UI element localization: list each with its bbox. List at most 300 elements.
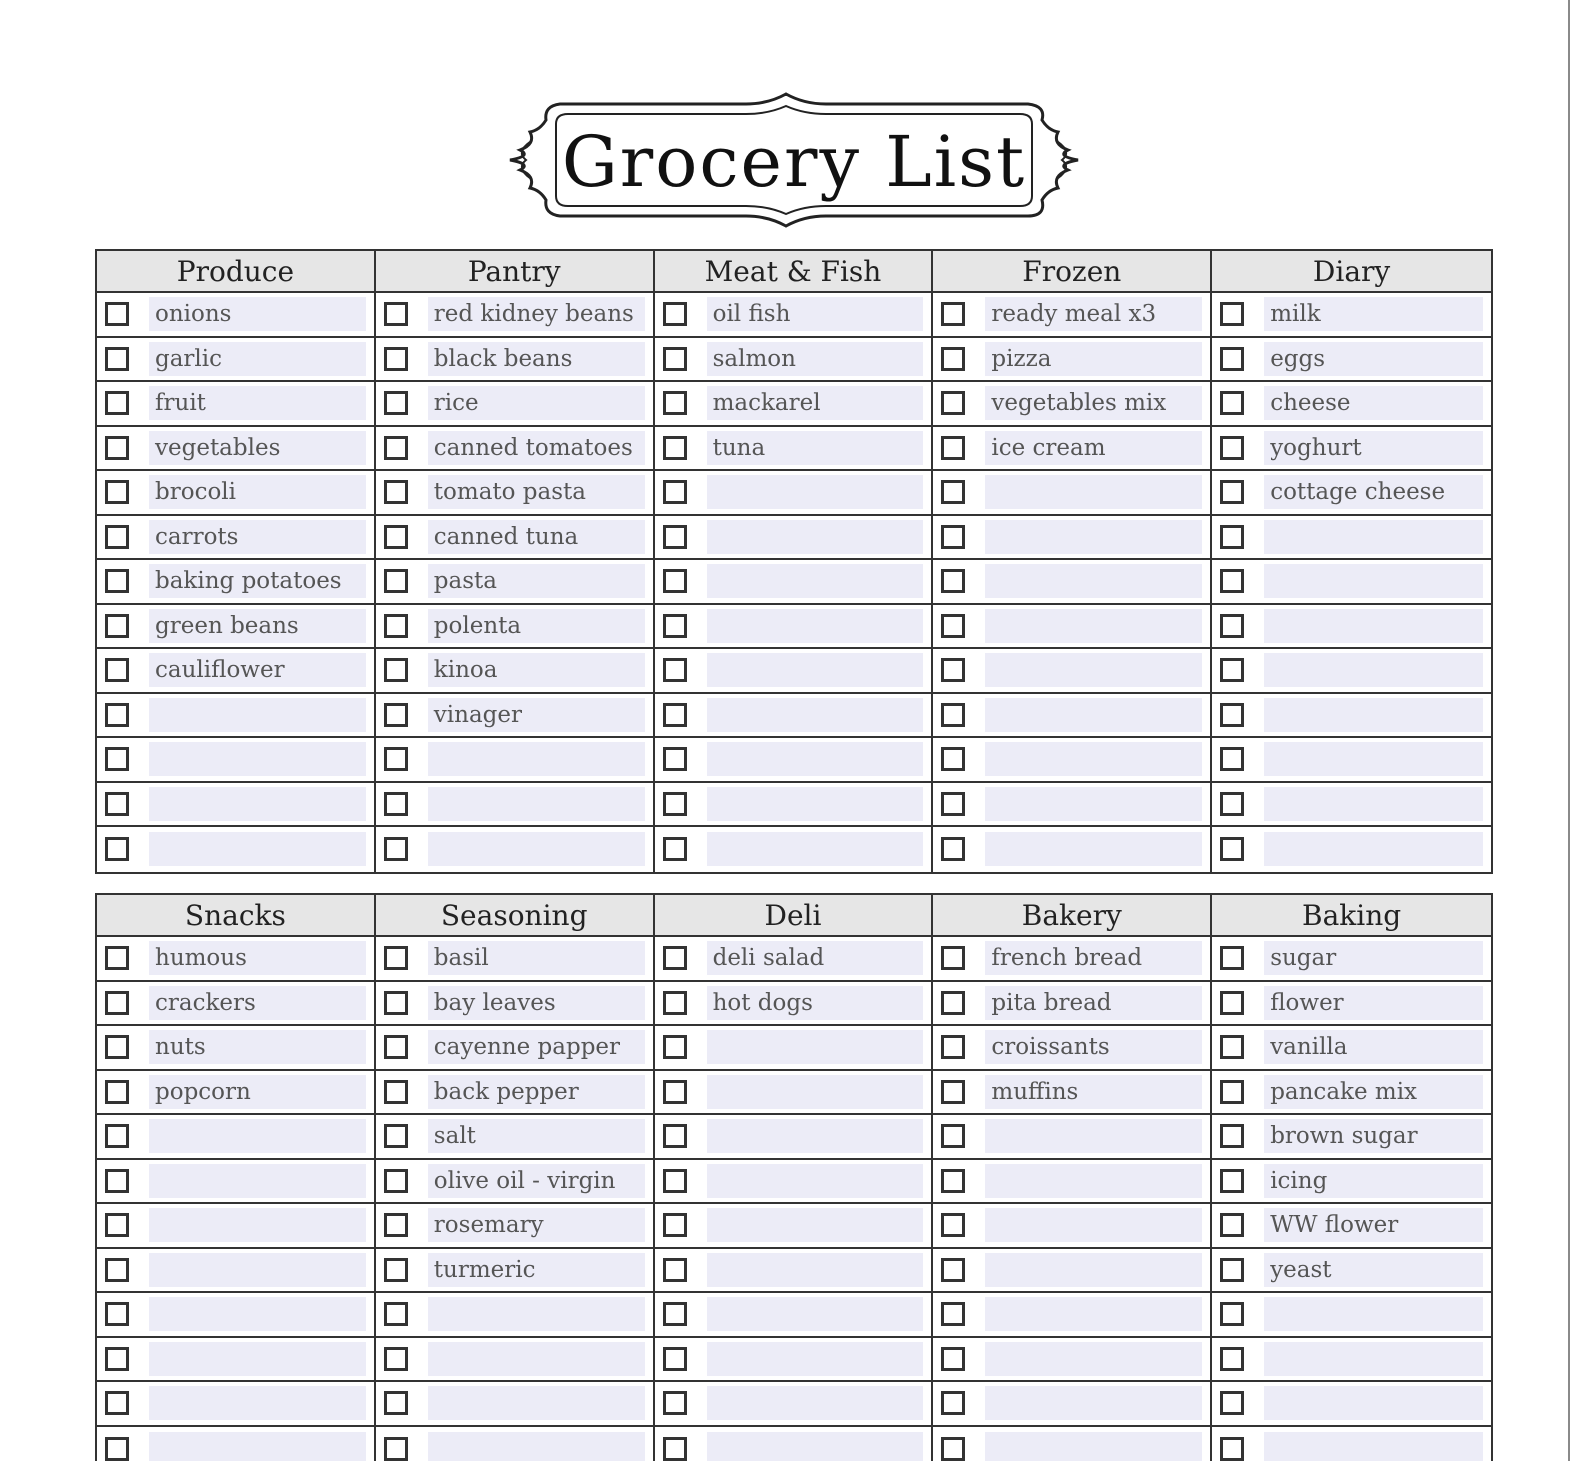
item-text-field[interactable] (149, 1342, 366, 1376)
item-text-field[interactable]: icing (1264, 1164, 1483, 1198)
item-text-field[interactable]: baking potatoes (149, 564, 366, 598)
item-checkbox[interactable] (663, 658, 687, 682)
item-text-field[interactable] (1264, 698, 1483, 732)
item-text-field[interactable]: green beans (149, 609, 366, 643)
item-text-field[interactable] (149, 832, 366, 866)
item-checkbox[interactable] (384, 391, 408, 415)
item-checkbox[interactable] (1220, 991, 1244, 1015)
item-text-field[interactable] (707, 1386, 924, 1420)
item-checkbox[interactable] (941, 658, 965, 682)
item-text-field[interactable] (707, 698, 924, 732)
item-text-field[interactable] (149, 1164, 366, 1198)
item-text-field[interactable]: eggs (1264, 342, 1483, 376)
list-item (376, 982, 653, 1027)
item-text-field[interactable] (1264, 742, 1483, 776)
list-item (933, 427, 1210, 472)
item-checkbox[interactable] (1220, 1169, 1244, 1193)
item-checkbox[interactable] (1220, 480, 1244, 504)
item-checkbox[interactable] (941, 991, 965, 1015)
item-checkbox[interactable] (941, 480, 965, 504)
category-header: Pantry (376, 251, 653, 293)
item-checkbox[interactable] (105, 991, 129, 1015)
item-checkbox[interactable] (384, 1080, 408, 1104)
item-checkbox[interactable] (663, 569, 687, 593)
item-checkbox[interactable] (105, 792, 129, 816)
item-text-field[interactable]: salmon (707, 342, 924, 376)
item-checkbox[interactable] (663, 1080, 687, 1104)
list-item (655, 937, 932, 982)
item-checkbox[interactable] (384, 347, 408, 371)
item-text-field[interactable] (1264, 609, 1483, 643)
list-item (655, 382, 932, 427)
item-text-field[interactable] (985, 832, 1202, 866)
item-checkbox[interactable] (105, 1347, 129, 1371)
item-checkbox[interactable] (384, 747, 408, 771)
category-column (376, 251, 655, 872)
item-checkbox[interactable] (663, 1347, 687, 1371)
grocery-grid-bottom (95, 893, 1493, 1461)
list-item (376, 694, 653, 739)
item-checkbox[interactable] (663, 837, 687, 861)
item-text-field[interactable] (428, 787, 645, 821)
item-text-field[interactable] (985, 1342, 1202, 1376)
item-text-field[interactable] (985, 742, 1202, 776)
item-text-field[interactable] (985, 564, 1202, 598)
category-column (655, 895, 934, 1461)
item-checkbox[interactable] (663, 1437, 687, 1461)
item-checkbox[interactable] (105, 525, 129, 549)
item-text-field[interactable]: onions (149, 297, 366, 331)
item-checkbox[interactable] (1220, 1391, 1244, 1415)
list-item (376, 1427, 653, 1461)
item-text-field[interactable] (707, 653, 924, 687)
item-text-field[interactable]: carrots (149, 520, 366, 554)
item-checkbox[interactable] (105, 1258, 129, 1282)
list-item (376, 1382, 653, 1427)
item-text-field[interactable] (985, 1253, 1202, 1287)
item-checkbox[interactable] (384, 703, 408, 727)
item-text-field[interactable]: basil (428, 941, 645, 975)
item-text-field[interactable] (707, 1342, 924, 1376)
list-item (1212, 516, 1491, 561)
item-text-field[interactable] (985, 787, 1202, 821)
item-checkbox[interactable] (105, 614, 129, 638)
item-checkbox[interactable] (941, 747, 965, 771)
list-item (97, 982, 374, 1027)
item-text-field[interactable] (1264, 564, 1483, 598)
category-header: Bakery (933, 895, 1210, 937)
item-checkbox[interactable] (1220, 1347, 1244, 1371)
item-checkbox[interactable] (941, 837, 965, 861)
item-text-field[interactable] (985, 1119, 1202, 1153)
item-text-field[interactable] (428, 1386, 645, 1420)
item-text-field[interactable] (707, 1208, 924, 1242)
item-text-field[interactable] (985, 1386, 1202, 1420)
item-checkbox[interactable] (384, 1258, 408, 1282)
item-text-field[interactable]: popcorn (149, 1075, 366, 1109)
list-item (655, 738, 932, 783)
item-checkbox[interactable] (663, 436, 687, 460)
list-item (97, 783, 374, 828)
item-checkbox[interactable] (941, 1035, 965, 1059)
item-text-field[interactable]: bay leaves (428, 986, 645, 1020)
item-checkbox[interactable] (105, 946, 129, 970)
item-checkbox[interactable] (663, 991, 687, 1015)
list-item (1212, 694, 1491, 739)
item-checkbox[interactable] (663, 391, 687, 415)
item-checkbox[interactable] (384, 436, 408, 460)
list-item (97, 605, 374, 650)
item-checkbox[interactable] (1220, 436, 1244, 460)
item-checkbox[interactable] (384, 991, 408, 1015)
item-text-field[interactable]: french bread (985, 941, 1202, 975)
item-checkbox[interactable] (1220, 1213, 1244, 1237)
list-item (933, 560, 1210, 605)
item-checkbox[interactable] (384, 837, 408, 861)
item-text-field[interactable]: muffins (985, 1075, 1202, 1109)
list-item (376, 1293, 653, 1338)
item-text-field[interactable] (428, 1342, 645, 1376)
item-text-field[interactable] (1264, 832, 1483, 866)
item-checkbox[interactable] (941, 1347, 965, 1371)
list-item (655, 560, 932, 605)
item-text-field[interactable]: humous (149, 941, 366, 975)
item-checkbox[interactable] (941, 1258, 965, 1282)
item-checkbox[interactable] (663, 747, 687, 771)
item-text-field[interactable]: pancake mix (1264, 1075, 1483, 1109)
item-checkbox[interactable] (105, 1391, 129, 1415)
item-text-field[interactable] (985, 1432, 1202, 1461)
item-text-field[interactable]: brown sugar (1264, 1119, 1483, 1153)
item-text-field[interactable]: tuna (707, 431, 924, 465)
item-text-field[interactable] (985, 520, 1202, 554)
list-item (97, 827, 374, 872)
item-checkbox[interactable] (663, 1213, 687, 1237)
list-item (933, 1204, 1210, 1249)
list-item (933, 738, 1210, 783)
item-checkbox[interactable] (1220, 391, 1244, 415)
item-checkbox[interactable] (105, 703, 129, 727)
item-text-field[interactable]: cauliflower (149, 653, 366, 687)
item-checkbox[interactable] (941, 1080, 965, 1104)
item-text-field[interactable] (985, 1164, 1202, 1198)
item-checkbox[interactable] (105, 302, 129, 326)
item-checkbox[interactable] (663, 1169, 687, 1193)
item-checkbox[interactable] (941, 614, 965, 638)
list-item (97, 1071, 374, 1116)
item-checkbox[interactable] (663, 946, 687, 970)
list-item (97, 1382, 374, 1427)
item-checkbox[interactable] (384, 1035, 408, 1059)
list-item (655, 1204, 932, 1249)
item-text-field[interactable] (707, 609, 924, 643)
item-text-field[interactable]: oil fish (707, 297, 924, 331)
item-text-field[interactable]: red kidney beans (428, 297, 645, 331)
item-text-field[interactable]: vanilla (1264, 1030, 1483, 1064)
item-checkbox[interactable] (663, 1035, 687, 1059)
item-text-field[interactable] (707, 1432, 924, 1461)
item-text-field[interactable]: WW flower (1264, 1208, 1483, 1242)
item-checkbox[interactable] (1220, 837, 1244, 861)
category-header: Meat & Fish (655, 251, 932, 293)
item-checkbox[interactable] (1220, 792, 1244, 816)
item-text-field[interactable] (985, 1297, 1202, 1331)
item-checkbox[interactable] (941, 569, 965, 593)
item-checkbox[interactable] (1220, 347, 1244, 371)
item-checkbox[interactable] (105, 1302, 129, 1326)
item-text-field[interactable]: cheese (1264, 386, 1483, 420)
item-checkbox[interactable] (941, 436, 965, 460)
item-text-field[interactable] (707, 832, 924, 866)
list-item (376, 1338, 653, 1383)
item-text-field[interactable]: salt (428, 1119, 645, 1153)
item-text-field[interactable] (1264, 1297, 1483, 1331)
item-checkbox[interactable] (384, 480, 408, 504)
item-text-field[interactable]: polenta (428, 609, 645, 643)
item-text-field[interactable] (149, 1432, 366, 1461)
item-checkbox[interactable] (105, 837, 129, 861)
list-item (1212, 1293, 1491, 1338)
item-text-field[interactable] (1264, 653, 1483, 687)
item-checkbox[interactable] (1220, 1437, 1244, 1461)
item-checkbox[interactable] (941, 946, 965, 970)
item-checkbox[interactable] (663, 1391, 687, 1415)
item-checkbox[interactable] (105, 1080, 129, 1104)
item-checkbox[interactable] (663, 792, 687, 816)
item-checkbox[interactable] (384, 302, 408, 326)
item-checkbox[interactable] (1220, 1258, 1244, 1282)
list-item (655, 982, 932, 1027)
item-checkbox[interactable] (663, 525, 687, 549)
item-text-field[interactable] (149, 742, 366, 776)
item-checkbox[interactable] (941, 1302, 965, 1326)
item-text-field[interactable]: pita bread (985, 986, 1202, 1020)
item-text-field[interactable]: fruit (149, 386, 366, 420)
item-text-field[interactable]: back pepper (428, 1075, 645, 1109)
item-checkbox[interactable] (105, 1169, 129, 1193)
item-text-field[interactable] (985, 1208, 1202, 1242)
item-checkbox[interactable] (384, 614, 408, 638)
item-checkbox[interactable] (941, 347, 965, 371)
item-text-field[interactable]: vegetables mix (985, 386, 1202, 420)
item-text-field[interactable]: nuts (149, 1030, 366, 1064)
list-item (97, 1293, 374, 1338)
item-checkbox[interactable] (1220, 658, 1244, 682)
item-checkbox[interactable] (384, 792, 408, 816)
item-checkbox[interactable] (384, 1302, 408, 1326)
item-checkbox[interactable] (384, 658, 408, 682)
list-item (376, 382, 653, 427)
list-item (655, 338, 932, 383)
item-checkbox[interactable] (384, 946, 408, 970)
item-checkbox[interactable] (105, 569, 129, 593)
item-text-field[interactable] (149, 1208, 366, 1242)
item-checkbox[interactable] (384, 569, 408, 593)
item-checkbox[interactable] (941, 792, 965, 816)
item-checkbox[interactable] (105, 347, 129, 371)
item-text-field[interactable]: crackers (149, 986, 366, 1020)
list-item (933, 1427, 1210, 1461)
item-checkbox[interactable] (384, 525, 408, 549)
item-checkbox[interactable] (384, 1124, 408, 1148)
item-text-field[interactable]: garlic (149, 342, 366, 376)
grocery-grid-top (95, 249, 1493, 874)
item-checkbox[interactable] (105, 1124, 129, 1148)
item-text-field[interactable] (707, 1164, 924, 1198)
item-text-field[interactable]: yoghurt (1264, 431, 1483, 465)
item-text-field[interactable] (149, 1253, 366, 1287)
list-item (1212, 1204, 1491, 1249)
item-text-field[interactable]: rosemary (428, 1208, 645, 1242)
item-text-field[interactable]: pasta (428, 564, 645, 598)
item-text-field[interactable] (428, 742, 645, 776)
item-checkbox[interactable] (1220, 569, 1244, 593)
item-text-field[interactable]: rice (428, 386, 645, 420)
item-text-field[interactable] (985, 475, 1202, 509)
item-text-field[interactable]: vegetables (149, 431, 366, 465)
item-text-field[interactable] (707, 1030, 924, 1064)
item-text-field[interactable] (985, 698, 1202, 732)
item-text-field[interactable]: mackarel (707, 386, 924, 420)
item-checkbox[interactable] (663, 347, 687, 371)
category-header: Baking (1212, 895, 1491, 937)
item-text-field[interactable]: tomato pasta (428, 475, 645, 509)
item-checkbox[interactable] (384, 1391, 408, 1415)
item-checkbox[interactable] (941, 302, 965, 326)
item-text-field[interactable] (1264, 1432, 1483, 1461)
list-item (97, 427, 374, 472)
item-text-field[interactable] (707, 475, 924, 509)
item-checkbox[interactable] (941, 525, 965, 549)
item-text-field[interactable]: olive oil - virgin (428, 1164, 645, 1198)
item-checkbox[interactable] (941, 391, 965, 415)
item-text-field[interactable] (707, 1297, 924, 1331)
item-text-field[interactable] (149, 698, 366, 732)
item-text-field[interactable] (1264, 1342, 1483, 1376)
item-text-field[interactable]: canned tomatoes (428, 431, 645, 465)
item-text-field[interactable]: pizza (985, 342, 1202, 376)
item-text-field[interactable] (149, 1297, 366, 1331)
item-text-field[interactable]: turmeric (428, 1253, 645, 1287)
item-text-field[interactable] (149, 1386, 366, 1420)
item-checkbox[interactable] (105, 480, 129, 504)
item-text-field[interactable] (707, 1119, 924, 1153)
item-text-field[interactable]: flower (1264, 986, 1483, 1020)
item-checkbox[interactable] (105, 1437, 129, 1461)
item-checkbox[interactable] (1220, 302, 1244, 326)
item-checkbox[interactable] (663, 302, 687, 326)
item-checkbox[interactable] (663, 1124, 687, 1148)
item-text-field[interactable]: hot dogs (707, 986, 924, 1020)
item-text-field[interactable]: canned tuna (428, 520, 645, 554)
list-item (97, 649, 374, 694)
item-checkbox[interactable] (105, 658, 129, 682)
item-text-field[interactable]: deli salad (707, 941, 924, 975)
item-checkbox[interactable] (105, 1035, 129, 1059)
item-checkbox[interactable] (384, 1169, 408, 1193)
item-checkbox[interactable] (384, 1213, 408, 1237)
item-checkbox[interactable] (105, 1213, 129, 1237)
item-checkbox[interactable] (941, 1391, 965, 1415)
item-text-field[interactable] (707, 520, 924, 554)
item-checkbox[interactable] (1220, 1035, 1244, 1059)
item-text-field[interactable]: cottage cheese (1264, 475, 1483, 509)
list-item (376, 1160, 653, 1205)
item-text-field[interactable] (149, 1119, 366, 1153)
list-item (933, 1115, 1210, 1160)
item-text-field[interactable] (707, 742, 924, 776)
item-checkbox[interactable] (1220, 525, 1244, 549)
list-item (1212, 1382, 1491, 1427)
item-text-field[interactable]: black beans (428, 342, 645, 376)
item-checkbox[interactable] (1220, 614, 1244, 638)
item-checkbox[interactable] (663, 614, 687, 638)
item-text-field[interactable]: sugar (1264, 941, 1483, 975)
item-text-field[interactable] (1264, 1386, 1483, 1420)
item-text-field[interactable]: ready meal x3 (985, 297, 1202, 331)
item-text-field[interactable] (428, 832, 645, 866)
item-checkbox[interactable] (1220, 1124, 1244, 1148)
list-item (1212, 1071, 1491, 1116)
item-text-field[interactable]: cayenne papper (428, 1030, 645, 1064)
item-text-field[interactable] (707, 1253, 924, 1287)
item-checkbox[interactable] (384, 1347, 408, 1371)
category-column (933, 251, 1212, 872)
item-text-field[interactable]: brocoli (149, 475, 366, 509)
item-checkbox[interactable] (105, 436, 129, 460)
item-text-field[interactable]: milk (1264, 297, 1483, 331)
item-checkbox[interactable] (105, 747, 129, 771)
item-checkbox[interactable] (941, 1437, 965, 1461)
item-checkbox[interactable] (1220, 946, 1244, 970)
item-text-field[interactable] (707, 564, 924, 598)
item-text-field[interactable] (707, 787, 924, 821)
item-checkbox[interactable] (663, 1302, 687, 1326)
list-item (1212, 338, 1491, 383)
item-checkbox[interactable] (941, 1124, 965, 1148)
item-checkbox[interactable] (663, 480, 687, 504)
list-item (97, 338, 374, 383)
item-checkbox[interactable] (663, 703, 687, 727)
item-text-field[interactable]: croissants (985, 1030, 1202, 1064)
list-item (376, 1071, 653, 1116)
item-checkbox[interactable] (941, 1213, 965, 1237)
item-checkbox[interactable] (1220, 747, 1244, 771)
item-text-field[interactable] (1264, 787, 1483, 821)
item-text-field[interactable] (428, 1297, 645, 1331)
item-text-field[interactable] (428, 1432, 645, 1461)
item-checkbox[interactable] (1220, 703, 1244, 727)
item-text-field[interactable] (707, 1075, 924, 1109)
item-checkbox[interactable] (941, 703, 965, 727)
item-text-field[interactable] (1264, 520, 1483, 554)
item-text-field[interactable]: yeast (1264, 1253, 1483, 1287)
item-checkbox[interactable] (1220, 1080, 1244, 1104)
item-text-field[interactable]: vinager (428, 698, 645, 732)
item-text-field[interactable]: kinoa (428, 653, 645, 687)
item-checkbox[interactable] (1220, 1302, 1244, 1326)
item-checkbox[interactable] (384, 1437, 408, 1461)
item-checkbox[interactable] (663, 1258, 687, 1282)
item-text-field[interactable]: ice cream (985, 431, 1202, 465)
item-text-field[interactable] (985, 653, 1202, 687)
list-item (97, 1249, 374, 1294)
item-checkbox[interactable] (941, 1169, 965, 1193)
item-checkbox[interactable] (105, 391, 129, 415)
item-text-field[interactable] (149, 787, 366, 821)
item-text-field[interactable] (985, 609, 1202, 643)
list-item (655, 605, 932, 650)
